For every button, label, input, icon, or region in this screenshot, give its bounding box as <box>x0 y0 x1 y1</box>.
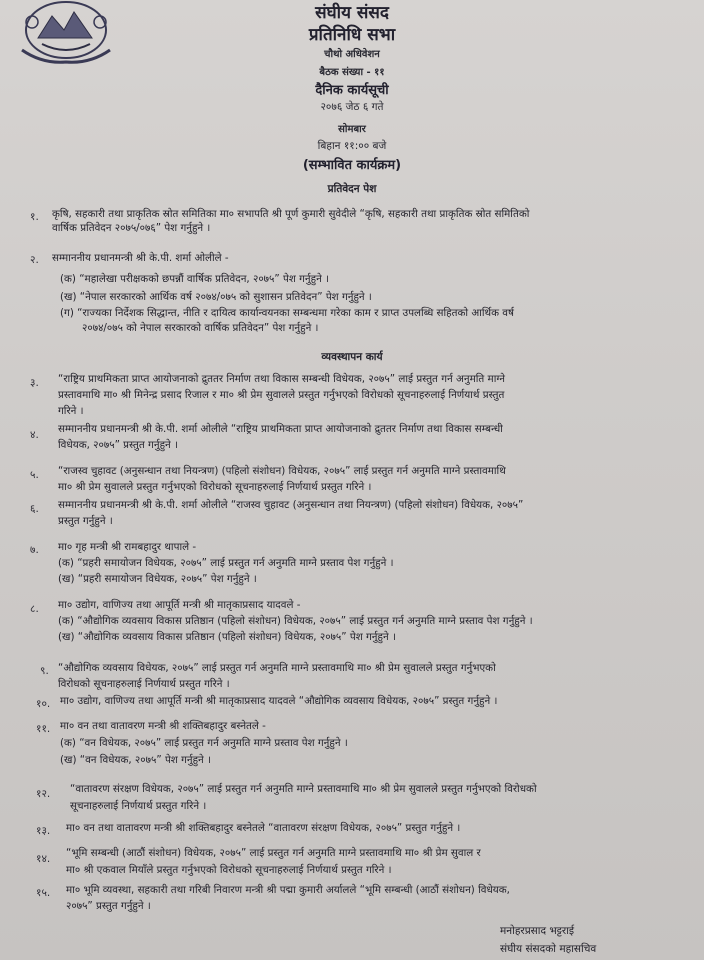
item-text: कृषि, सहकारी तथा प्राकृतिक स्रोत समितिका मा० सभापति श्री पूर्ण कुमारी सुवेदीले “कृषि, सहकारी तथा प्राकृतिक स्रोत समितिको <box>52 208 530 220</box>
agenda-title: दैनिक कार्यसूची <box>315 83 389 98</box>
item-text: “वातावरण संरक्षण विधेयक, २०७५” लाई प्रस्तुत गर्न अनुमति माग्ने प्रस्तावमाथि मा० श्री प्रेम सुवालले प्रस्तुत गर्नुभएको विरोधको <box>70 783 537 795</box>
title-house-of-representatives: प्रतिनिधि सभा <box>308 25 396 45</box>
item-number: १३. <box>36 825 51 837</box>
item-text: “राष्ट्रिय प्राथमिकता प्राप्त आयोजनाको द्रुततर निर्माण तथा विकास सम्बन्धी विधेयक, २०७५” लाई प्रस्तुत गर्न अनुमति माग्ने <box>58 373 505 385</box>
item-number: ६. <box>30 503 39 515</box>
item-text: प्रस्तुत गर्नुहुने । <box>58 515 113 527</box>
item-text: (क) “औद्योगिक व्यवसाय विकास प्रतिष्ठान (पहिलो संशोधन) विधेयक, २०७५” लाई प्रस्तुत गर्न अनुमति माग्ने प्रस्ताव पेश गर्नुहुने । <box>58 615 533 627</box>
item-number: १०. <box>36 698 51 710</box>
item-text: मा० वन तथा वातावरण मन्त्री श्री शक्तिबहादुर बस्नेतले “वातावरण संरक्षण विधेयक, २०७५” प्रस्तुत गर्नुहुने । <box>66 822 461 834</box>
agenda-subtitle: (सम्भावित कार्यक्रम) <box>302 158 402 173</box>
item-text: २०७५” प्रस्तुत गर्नुहुने । <box>66 900 151 912</box>
section-heading-reports: प्रतिवेदन पेश <box>327 183 377 195</box>
meeting-number: बैठक संख्या - ११ <box>319 67 385 78</box>
item-text: वार्षिक प्रतिवेदन २०७५/०७६” पेश गर्नुहुने । <box>52 222 211 234</box>
item-text: सम्माननीय प्रधानमन्त्री श्री के.पी. शर्मा ओलीले “राजस्व चुहावट (अनुसन्धान तथा नियन्त्रण) (पहिलो संशोधन) विधेयक, २०७५” <box>58 499 524 511</box>
item-number: ७. <box>30 544 39 556</box>
item-text: मा० श्री प्रेम सुवालले प्रस्तुत गर्नुभएको विरोधको सूचनाहरुलाई निर्णयार्थ प्रस्तुत गरिने । <box>58 481 372 493</box>
item-text: मा० भूमि व्यवस्था, सहकारी तथा गरिबी निवारण मन्त्री श्री पद्मा कुमारी अर्यालले “भूमि सम्बन्धी (आठौं संशोधन) विधेयक, <box>66 884 510 896</box>
item-text: सम्माननीय प्रधानमन्त्री श्री के.पी. शर्मा ओलीले “राष्ट्रिय प्राथमिकता प्राप्त आयोजनाको द्रुततर निर्माण तथा विकास सम्बन्धी <box>58 423 503 435</box>
item-text: विधेयक, २०७५” प्रस्तुत गर्नुहुने । <box>58 439 178 451</box>
item-text: प्रस्तावमाथि मा० श्री मिनेन्द्र प्रसाद रिजाल र मा० श्री प्रेम सुवालले प्रस्तुत गर्नुभएको विरोधको सूचनाहरुलाई निर्णयार्थ प्रस्तुत <box>58 389 505 401</box>
item-text: (ख) “प्रहरी समायोजन विधेयक, २०७५” पेश गर्नुहुने । <box>58 573 257 585</box>
item-number: १४. <box>36 853 51 865</box>
signatory-title: संघीय संसदको महासचिव <box>500 943 597 955</box>
item-text: मा० वन तथा वातावरण मन्त्री श्री शक्तिबहादुर बस्नेतले - <box>60 720 266 732</box>
item-number: ३. <box>30 377 39 389</box>
item-text: सूचनाहरुलाई निर्णयार्थ प्रस्तुत गरिने । <box>70 800 207 812</box>
item-number: १२. <box>36 788 51 800</box>
item-text: मा० उद्योग, वाणिज्य तथा आपूर्ति मन्त्री श्री मातृकाप्रसाद यादवले - <box>58 599 301 611</box>
signatory-name: मनोहरप्रसाद भट्टराई <box>500 925 575 937</box>
item-text: (ख) “नेपाल सरकारको आर्थिक वर्ष २०७४/०७५ को सुशासन प्रतिवेदन” पेश गर्नुहुने । <box>60 291 372 303</box>
item-text: (ख) “औद्योगिक व्यवसाय विकास प्रतिष्ठान (पहिलो संशोधन) विधेयक, २०७५” पेश गर्नुहुने । <box>58 631 396 643</box>
item-number: ५. <box>30 469 39 481</box>
item-text: गरिने । <box>58 405 84 417</box>
item-text: सम्माननीय प्रधानमन्त्री श्री के.पी. शर्मा ओलीले - <box>52 252 229 264</box>
session-label: चौथो अधिवेशन <box>324 49 380 60</box>
item-number: १. <box>30 211 39 223</box>
item-text: (ग) “राज्यका निर्देशक सिद्धान्त, नीति र दायित्व कार्यान्वयनका सम्बन्धमा गरेका काम र प्राप्त उपलब्धि सहितको आर्थिक वर्ष <box>60 307 514 319</box>
item-text: “भूमि सम्बन्धी (आठौं संशोधन) विधेयक, २०७५” लाई प्रस्तुत गर्न अनुमति माग्ने प्रस्तावमाथि मा० श्री प्रेम सुवाल र <box>66 847 481 859</box>
item-number: १५. <box>36 887 51 899</box>
item-text: मा० गृह मन्त्री श्री रामबहादुर थापाले - <box>58 541 197 553</box>
item-text: मा० उद्योग, वाणिज्य तथा आपूर्ति मन्त्री श्री मातृकाप्रसाद यादवले “औद्योगिक व्यवसाय विधेयक, २०७५” प्रस्तुत गर्नुहुने । <box>60 695 498 707</box>
item-number: ११. <box>36 723 51 735</box>
item-text: २०७४/०७५ को नेपाल सरकारको वार्षिक प्रतिवेदन” पेश गर्नुहुने । <box>82 322 319 334</box>
item-number: ९. <box>40 665 49 677</box>
item-text: (क) “वन विधेयक, २०७५” लाई प्रस्तुत गर्न अनुमति माग्ने प्रस्ताव पेश गर्नुहुने । <box>60 737 348 749</box>
item-text: मा० श्री एकवाल मियाँले प्रस्तुत गर्नुभएको विरोधको सूचनाहरुलाई निर्णयार्थ प्रस्तुत गरिने । <box>66 864 392 876</box>
agenda-time: बिहान ११:०० बजे <box>317 140 387 152</box>
item-text: (ख) “वन विधेयक, २०७५” पेश गर्नुहुने । <box>60 754 211 766</box>
item-text: “औद्योगिक व्यवसाय विधेयक, २०७५” लाई प्रस्तुत गर्न अनुमति माग्ने प्रस्तावमाथि मा० श्री प्रेम सुवालले प्रस्तुत गर्नुभएको <box>58 662 496 674</box>
item-number: २. <box>30 254 39 266</box>
agenda-date: २०७६ जेठ ६ गते <box>320 101 384 113</box>
item-text: (क) “प्रहरी समायोजन विधेयक, २०७५” लाई प्रस्तुत गर्न अनुमति माग्ने प्रस्ताव पेश गर्नुहुने । <box>58 557 394 569</box>
item-text: (क) “महालेखा परीक्षकको छपन्नौं वार्षिक प्रतिवेदन, २०७५” पेश गर्नुहुने । <box>60 273 329 285</box>
section-heading-legislative: व्यवस्थापन कार्य <box>321 351 383 363</box>
title-federal-parliament: संघीय संसद <box>315 3 389 23</box>
item-text: विरोधको सूचनाहरुलाई निर्णयार्थ प्रस्तुत गरिने । <box>58 678 230 690</box>
item-number: ८. <box>30 603 39 615</box>
item-text: “राजस्व चुहावट (अनुसन्धान तथा नियन्त्रण) (पहिलो संशोधन) विधेयक, २०७५” लाई प्रस्तुत गर्न अनुमति माग्ने प्रस्तावमाथि <box>58 465 506 477</box>
item-number: ४. <box>30 429 39 441</box>
agenda-weekday: सोमबार <box>338 124 366 135</box>
